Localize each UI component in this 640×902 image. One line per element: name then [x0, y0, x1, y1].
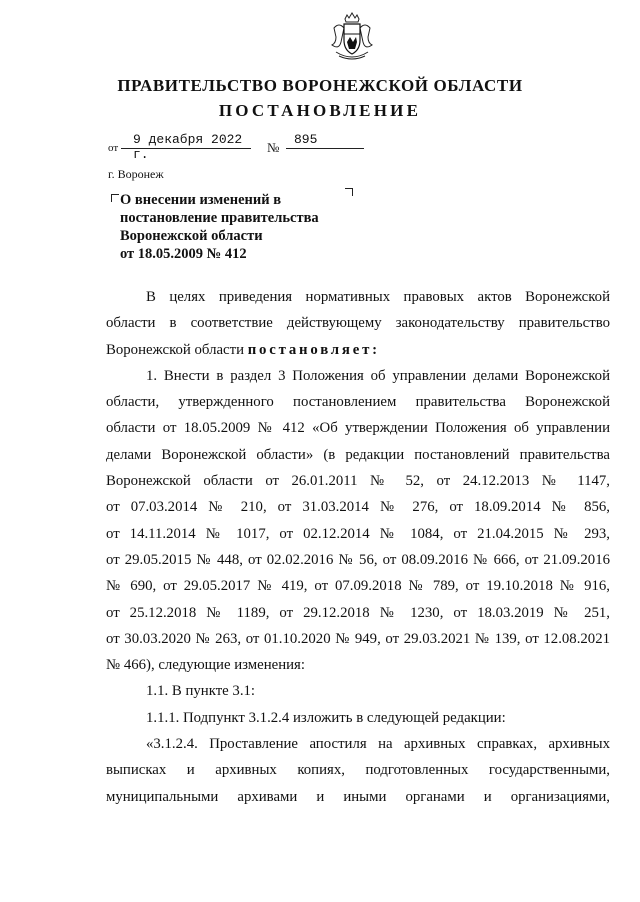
document-number: 895: [294, 132, 318, 147]
body-line: муниципальными архивами и иными органами и организациями,: [106, 788, 610, 805]
number-field: [286, 134, 364, 149]
body-line: от 07.03.2014 № 210, от 31.03.2014 № 276, от 18.09.2014 № 856,: [106, 499, 610, 516]
date-field: [121, 132, 251, 162]
body-line: области, утвержденного постановлением правительства Воронежской: [106, 394, 610, 411]
body-line-text: Воронежской области: [106, 341, 244, 358]
body-line: 1. Внести в раздел 3 Положения об управлении делами Воронежской: [146, 367, 610, 384]
body-line: от 14.11.2014 № 1017, от 02.12.2014 № 1084, от 21.04.2015 № 293,: [106, 525, 610, 542]
date-number-line: [108, 132, 368, 162]
subject-line: Воронежской области: [120, 228, 263, 244]
organization-title: ПРАВИТЕЛЬСТВО ВОРОНЕЖСКОЙ ОБЛАСТИ: [117, 76, 523, 95]
subject-line: от 18.05.2009 № 412: [120, 246, 247, 262]
document-subject: [120, 191, 360, 263]
coat-of-arms-icon: [330, 12, 374, 62]
body-line: выписках и архивных копиях, подготовленных государственными,: [106, 762, 610, 779]
body-line: В целях приведения нормативных правовых актов Воронежской: [146, 289, 610, 305]
subject-line: О внесении изменений в: [120, 192, 282, 208]
body-line: 1.1.1. Подпункт 3.1.2.4 изложить в следующей редакции:: [146, 709, 506, 726]
body-line: «3.1.2.4. Проставление апостиля на архивных справках, архивных: [146, 736, 610, 753]
subject-corner-left: [111, 194, 119, 202]
body-line: № 466), следующие изменения:: [106, 657, 305, 674]
body-line: 1.1. В пункте 3.1:: [146, 683, 256, 700]
body-line: от 30.03.2020 № 263, от 01.10.2020 № 949, от 29.03.2021 № 139, от 12.08.2021: [106, 630, 610, 647]
body-line: № 690, от 29.05.2017 № 419, от 07.09.2018 № 789, от 19.10.2018 № 916,: [106, 578, 610, 595]
document-type: ПОСТАНОВЛЕНИЕ: [218, 101, 422, 120]
city-label: г. Воронеж: [108, 167, 164, 181]
document-date: 9 декабря 2022 г.: [133, 132, 243, 162]
body-line: от 25.12.2018 № 1189, от 29.12.2018 № 1230, от 18.03.2019 № 251,: [106, 604, 610, 621]
body-line: делами Воронежской области» (в редакции постановлений правительства: [106, 446, 610, 463]
body-line: области в соответствие действующему законодательству правительство: [106, 315, 610, 332]
body-line: от 29.05.2015 № 448, от 02.02.2016 № 56, от 08.09.2016 № 666, от 21.09.2016: [106, 551, 610, 568]
body-line: области от 18.05.2009 № 412 «Об утверждении Положения об управлении: [106, 420, 610, 437]
subject-line: постановление правительства: [120, 210, 319, 226]
date-prefix: от: [108, 142, 119, 154]
document-body: [106, 284, 610, 810]
body-line: Воронежской области от 26.01.2011 № 52, от 24.12.2013 № 1147,: [106, 473, 610, 490]
number-sign: №: [267, 140, 280, 155]
body-line: [106, 337, 610, 363]
decree-word: постановляет:: [247, 341, 380, 358]
